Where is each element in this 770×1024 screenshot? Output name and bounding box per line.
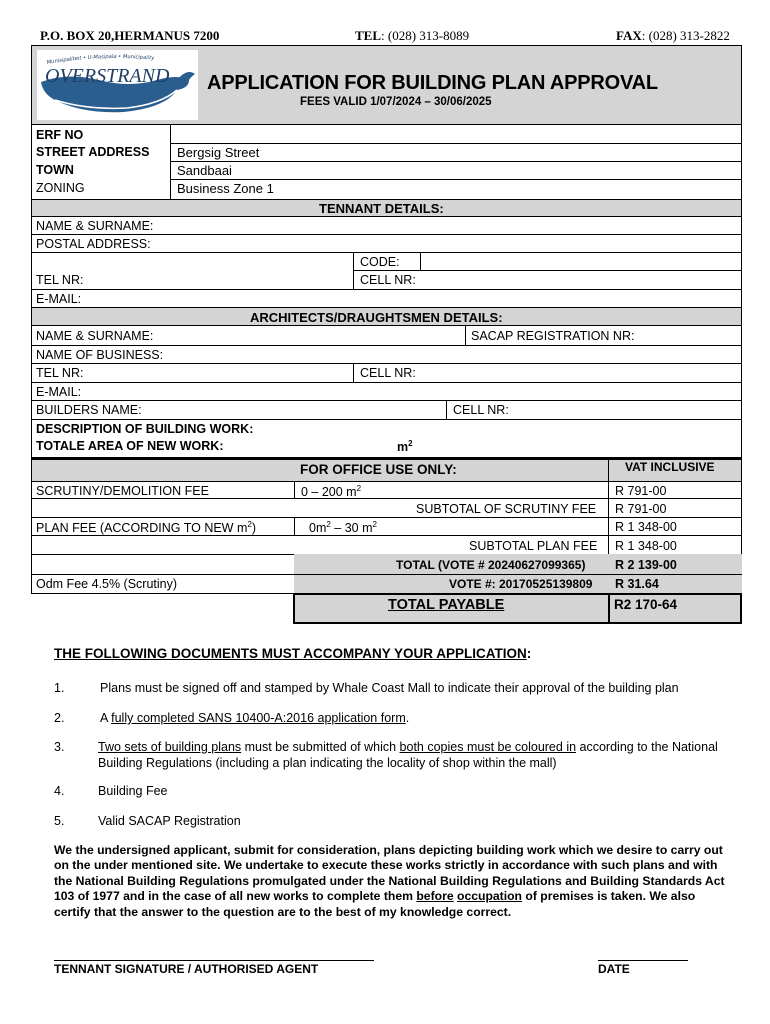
total-payable-amount: R2 170-64 — [614, 597, 678, 612]
doc-item-1: Plans must be signed off and stamped by Whale Coast Mall to indicate their approval of the building plan — [100, 681, 679, 695]
architect-email-label: E-MAIL: — [36, 385, 82, 399]
total-payable-label: TOTAL PAYABLE — [388, 597, 505, 613]
doc-item-3: Two sets of building plans must be submitted of which both copies must be coloured in according to the National Building Regulations (including a plan indicating the locality of shop within the mall) — [98, 740, 718, 770]
zoning-field[interactable]: Business Zone 1 — [177, 181, 274, 196]
architect-tel-label: TEL NR: — [36, 366, 84, 380]
doc-item-5-number: 5. — [54, 814, 65, 828]
tenant-tel-label: TEL NR: — [36, 273, 84, 287]
declaration-text: We the undersigned applicant, submit for consideration, plans depicting building work which we desire to carry out on the under mentioned site. We undertake to execute these works strictly in accordance with such plans and with the National Building Regulations promulgated under the National Building Regulations and Building Standards Act 103 of 1977 and in the case of all new works to complete them before occupation of premises is taken. We also certify that the answer to the question are to the best of my knowledge correct. — [54, 843, 725, 919]
street-address-label: STREET ADDRESS — [36, 145, 150, 159]
tenant-name-label: NAME & SURNAME: — [36, 219, 154, 233]
vat-inclusive-label: VAT INCLUSIVE — [625, 460, 715, 474]
tenant-cell-label: CELL NR: — [360, 273, 416, 287]
date-label: DATE — [598, 962, 630, 976]
odm-fee-label: Odm Fee 4.5% (Scrutiny) — [36, 577, 178, 591]
plan-fee-range: $0m^2 - 30$ $m^2$ — [309, 520, 377, 536]
subtotal-scrutiny-amount: R 791-00 — [615, 502, 667, 516]
tenant-signature-label: TENNANT SIGNATURE / AUTHORISED AGENT — [54, 962, 319, 976]
zoning-label: ZONING — [36, 181, 85, 195]
erf-field[interactable] — [177, 128, 737, 143]
total-area-label: TOTALE AREA OF NEW WORK: — [36, 439, 224, 453]
subtotal-scrutiny-label: SUBTOTAL OF SCRUTINY FEE — [416, 502, 597, 516]
plan-fee-amount: R 1 348-00 — [615, 520, 677, 534]
architect-name-label: NAME & SURNAME: — [36, 329, 154, 343]
total-vote-label: TOTAL (VOTE # 20240627099365) — [396, 558, 586, 572]
address-text: P.O. BOX 20,HERMANUS 7200 — [40, 28, 220, 43]
scrutiny-fee-label: SCRUTINY/DEMOLITION FEE — [36, 484, 209, 498]
scrutiny-amount: R 791-00 — [615, 484, 667, 498]
town-label: TOWN — [36, 163, 74, 177]
overstrand-logo — [37, 50, 198, 120]
business-name-label: NAME OF BUSINESS: — [36, 348, 164, 362]
architect-cell-label: CELL NR: — [360, 366, 416, 380]
telephone-text: TEL: (028) 313-8089 — [355, 28, 470, 43]
tenant-postal-label: POSTAL ADDRESS: — [36, 237, 151, 251]
doc-item-4-number: 4. — [54, 784, 65, 798]
work-description-label: DESCRIPTION OF BUILDING WORK: — [36, 422, 254, 436]
doc-item-5: Valid SACAP Registration — [98, 814, 241, 828]
office-heading: FOR OFFICE USE ONLY: — [300, 462, 457, 477]
builder-cell-label: CELL NR: — [453, 403, 509, 417]
doc-item-2-number: 2. — [54, 711, 65, 725]
date-line[interactable] — [598, 960, 688, 961]
architect-heading: ARCHITECTS/DRAUGHTSMEN DETAILS: — [250, 310, 503, 325]
documents-heading: THE FOLLOWING DOCUMENTS MUST ACCOMPANY YOUR APPLICATION: — [54, 646, 532, 661]
doc-item-2: A fully completed SANS 10400-A:2016 application form. — [100, 711, 410, 725]
doc-item-1-number: 1. — [54, 681, 65, 695]
plan-fee-label: PLAN FEE (ACCORDING TO NEW $m^2$) — [36, 520, 256, 536]
fax-text: FAX: (028) 313-2822 — [616, 28, 730, 43]
erf-label: ERF NO — [36, 128, 84, 142]
fees-valid-text: FEES VALID 1/07/2024 – 30/06/2025 — [300, 96, 492, 108]
area-unit: $m^2$ — [397, 439, 413, 455]
doc-item-4: Building Fee — [98, 784, 168, 798]
svg-text:OVERSTRAND: OVERSTRAND — [45, 65, 170, 87]
whale-logo-icon — [37, 50, 198, 120]
street-address-field[interactable]: Bergsig Street — [177, 145, 260, 160]
scrutiny-range: 0 – 200 $m^2$ — [301, 484, 362, 500]
tenant-code-label: CODE: — [360, 255, 400, 269]
builder-name-label: BUILDERS NAME: — [36, 403, 142, 417]
form-title: APPLICATION FOR BUILDING PLAN APPROVAL — [207, 72, 658, 94]
odm-amount: R 31.64 — [615, 577, 659, 591]
total-vote-amount: R 2 139-00 — [615, 558, 677, 572]
svg-text:Munisipaliteit • U-Masipala •: Munisipaliteit • U-Masipala • Municipality — [46, 53, 155, 66]
town-field[interactable]: Sandbaai — [177, 163, 232, 178]
subtotal-plan-label: SUBTOTAL PLAN FEE — [469, 539, 598, 553]
tenant-signature-line[interactable] — [54, 960, 374, 961]
odm-vote-label: VOTE #: 20170525139809 — [449, 577, 593, 591]
tenant-heading: TENNANT DETAILS: — [319, 201, 444, 216]
subtotal-plan-amount: R 1 348-00 — [615, 539, 677, 553]
doc-item-3-number: 3. — [54, 740, 65, 754]
tenant-email-label: E-MAIL: — [36, 292, 82, 306]
sacap-label: SACAP REGISTRATION NR: — [471, 329, 635, 343]
